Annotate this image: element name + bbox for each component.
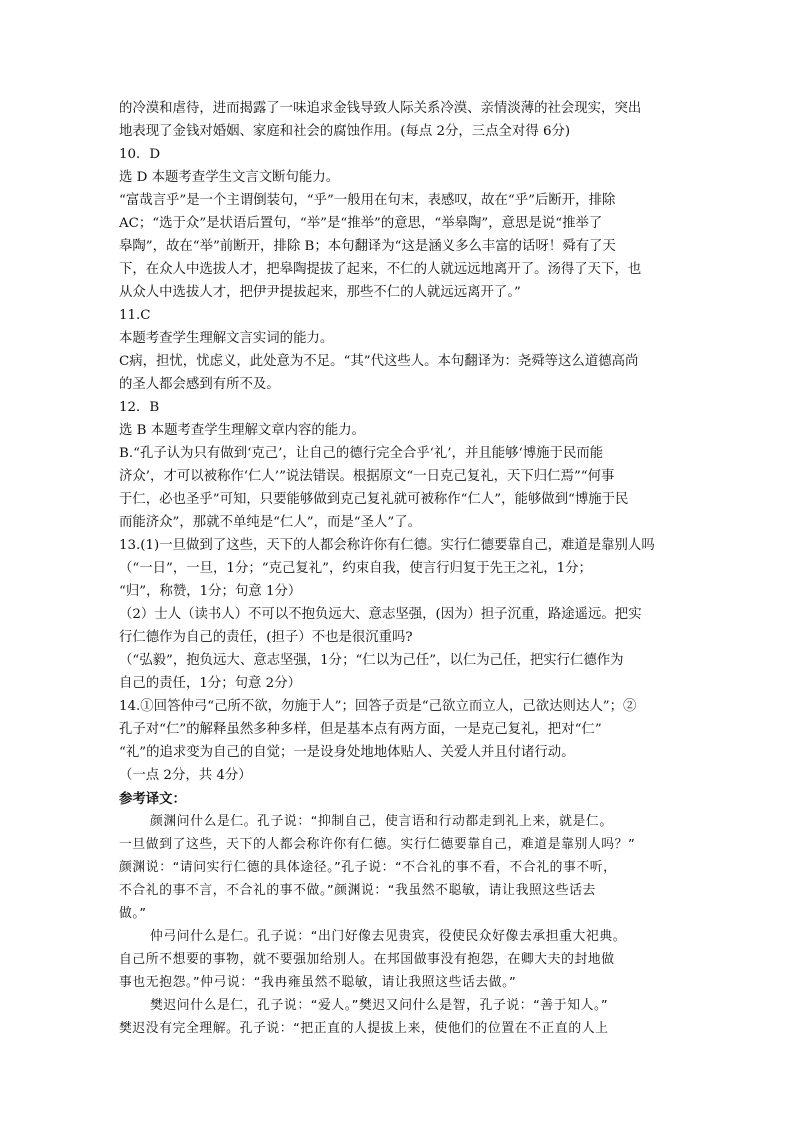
translation-p1-line-4: 不合礼的事不言，不合礼的事不做。”颜渊说：“我虽然不聪敏，请让我照这些话去 <box>119 883 596 898</box>
translation-p3-line-2: 樊迟没有完全理解。孔子说：“把正直的人提拔上来，使他们的位置在不正直的人上 <box>119 1021 609 1036</box>
q12-answer: 12．B <box>119 400 160 415</box>
translation-p1-line-3: 颜渊说：“请问实行仁德的具体途径。”孔子说：“不合礼的事不看，不合礼的事不听， <box>119 860 617 875</box>
q11-explanation-line-3: 的圣人都会感到有所不及。 <box>119 377 280 392</box>
q14-line-1: 14.①回答仲弓“己所不欲，勿施于人”；回答子贡是“己欲立而立人，己欲达则达人”；② <box>119 699 637 714</box>
q13-line-1: 13.(1)一旦做到了这些，天下的人都会称许你有仁德。实行仁德要靠自己，难道是靠别人吗 <box>119 538 655 553</box>
q14-line-4: （一点 2分，共 4分） <box>119 768 252 783</box>
q10-answer: 10．D <box>119 147 161 162</box>
q13-line-5: 行仁德作为自己的责任，(担子）不也是很沉重吗? <box>119 630 413 645</box>
q12-explanation-line-5: 而能济众”，那就不单纯是“仁人”，而是“圣人”了。 <box>119 515 422 530</box>
q10-explanation-line-3: AC；“选于众”是状语后置句，“举”是“推举”的意思，“举皋陶”，意思是说“推举了 <box>119 216 603 231</box>
q14-line-2: 孔子对“仁”的解释虽然多种多样，但是基本点有两方面，一是克己复礼，把对“仁” <box>119 722 602 737</box>
q9-continuation-line-2: 地表现了金钱对婚姻、家庭和社会的腐蚀作用。(每点 2分，三点全对得 6分) <box>119 124 571 139</box>
q13-line-7: 自己的责任，1分；句意 2分） <box>119 676 301 691</box>
translation-p1-line-2: 一旦做到了这些，天下的人都会称许你有仁德。实行仁德要靠自己，难道是靠别人吗？” <box>119 837 636 852</box>
q10-explanation-line-6: 从众人中选拔人才，把伊尹提拔起来，那些不仁的人就远远离开了。” <box>119 285 521 300</box>
translation-p1-line-1: 颜渊问什么是仁。孔子说：“抑制自己，使言语和行动都走到礼上来，就是仁。 <box>150 814 613 829</box>
q13-line-4: （2）士人（读书人）不可以不抱负远大、意志坚强，(因为）担子沉重，路途遥远。把实 <box>119 607 642 622</box>
translation-p3-line-1: 樊迟问什么是仁，孔子说：“爱人。”樊迟又问什么是智，孔子说：“善于知人。” <box>150 998 609 1013</box>
q12-explanation-line-4: 于仁，必也圣乎”可知，只要能够做到克己复礼就可被称作“仁人”，能够做到“博施于民 <box>119 492 629 507</box>
q11-explanation-line-1: 本题考查学生理解文言实词的能力。 <box>119 331 334 346</box>
q10-explanation-line-2: “富哉言乎”是一个主谓倒装句，“乎”一般用在句末，表感叹，故在“乎”后断开，排除 <box>119 193 616 208</box>
q12-explanation-line-2: B.“孔子认为只有做到‘克己’，让自己的德行完全合乎‘礼’，并且能够‘博施于民而能 <box>119 446 604 461</box>
q10-explanation-line-5: 下，在众人中选拔人才，把皋陶提拔了起来，不仁的人就远远地离开了。汤得了天下，也 <box>119 262 642 277</box>
q11-answer: 11.C <box>119 308 151 323</box>
translation-p2-line-1: 仲弓问什么是仁。孔子说：“出门好像去见贵宾，役使民众好像去承担重大祀典。 <box>150 929 627 944</box>
q10-explanation-line-1: 选 D 本题考查学生文言文断句能力。 <box>119 170 340 185</box>
q13-line-6: （“弘毅”，抱负远大、意志坚强，1分；“仁以为己任”，以仁为己任，把实行仁德作为 <box>119 653 624 668</box>
translation-heading: 参考译文： <box>119 791 186 807</box>
q12-explanation-line-1: 选 B 本题考查学生理解文章内容的能力。 <box>119 423 365 438</box>
q13-line-3: “归”，称赞，1分；句意 1分） <box>119 584 302 599</box>
translation-p2-line-3: 事也无抱怨。”仲弓说：“我冉雍虽然不聪敏，请让我照这些话去做。” <box>119 975 517 990</box>
q12-explanation-line-3: 济众’，才可以被称作‘仁人’”说法错误。根据原文“一日克己复礼，天下归仁焉”“何事 <box>119 469 615 484</box>
translation-p2-line-2: 自己所不想要的事物，就不要强加给别人。在邦国做事没有抱怨，在卿大夫的封地做 <box>119 952 615 967</box>
q10-explanation-line-4: 皋陶”，故在“举”前断开，排除 B；本句翻译为“这是涵义多么丰富的话呀！舜有了天 <box>119 239 616 254</box>
translation-p1-line-5: 做。” <box>119 906 147 921</box>
q14-line-3: “礼”的追求变为自己的自觉；一是设身处地地体贴人、关爱人并且付诸行动。 <box>119 745 575 760</box>
q9-continuation-line-1: 的冷漠和虐待，进而揭露了一味追求金钱导致人际关系冷漠、亲情淡薄的社会现实，突出 <box>119 101 642 116</box>
q13-line-2: （“一日”，一旦，1分；“克己复礼”，约束自我，使言行归复于先王之礼，1分； <box>119 561 592 576</box>
q11-explanation-line-2: C病，担忧，忧虑义，此处意为不足。“其”代这些人。本句翻译为：尧舜等这么道德高尚 <box>119 354 639 369</box>
